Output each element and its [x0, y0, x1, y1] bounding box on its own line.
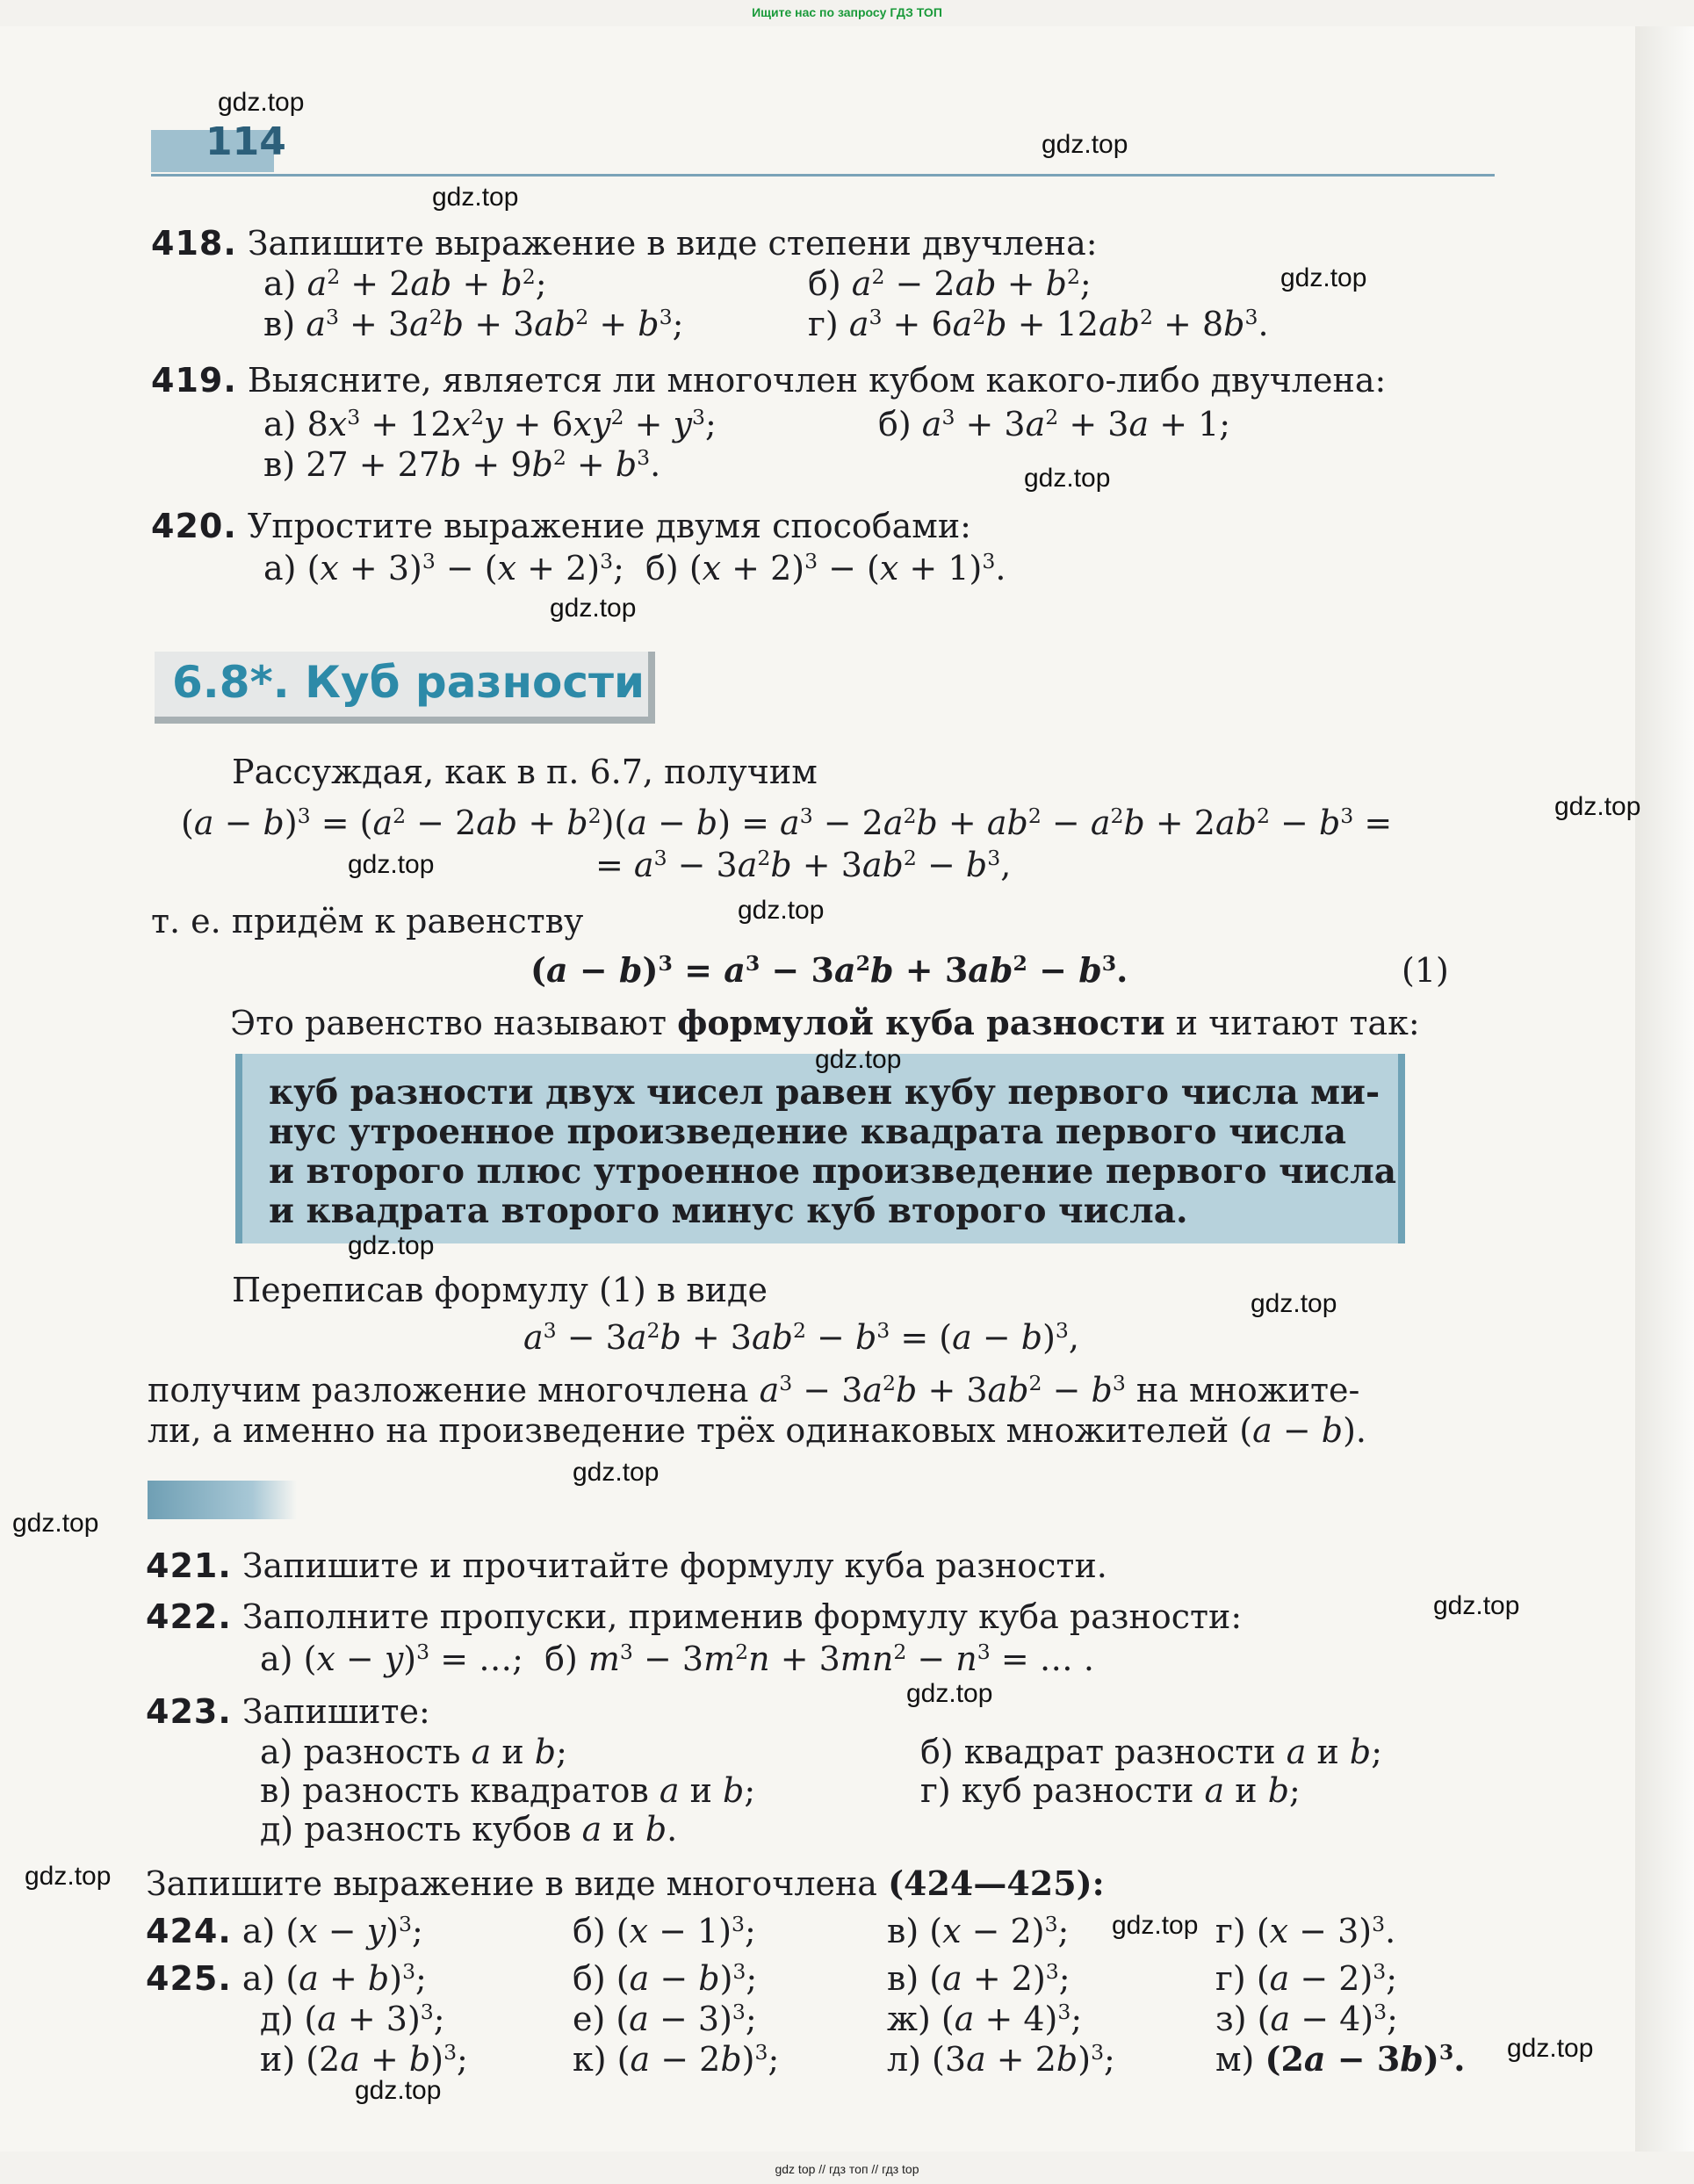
exercise-421 [146, 1546, 1107, 1586]
exercise-422 [146, 1597, 1242, 1637]
text: и читают так: [1175, 1004, 1420, 1042]
paragraph-4: Переписав формулу (1) в виде [232, 1271, 768, 1309]
exercise-425-v: в) $(a + 2)^3$; [887, 1959, 1070, 1998]
paragraph-5: получим разложение многочлена $a^3 - 3a^2b + 3ab^2 - b^3$ на множите- [148, 1371, 1360, 1409]
exercise-number: 424. [146, 1912, 232, 1950]
range: (424—425): [888, 1863, 1105, 1903]
watermark: gdz.top [815, 1045, 902, 1074]
text: и [1235, 1771, 1258, 1810]
equation-label: (1) [1402, 951, 1449, 990]
watermark: gdz.top [906, 1679, 993, 1708]
item-label: ж) [887, 2000, 931, 2038]
exercise-text: Запишите выражение в виде степени двучлена: [247, 224, 1098, 263]
exercise-419-a: а) $8x^3 + 12x^2y + 6xy^2 + y^3$; [263, 405, 717, 443]
exercise-number: 418. [151, 224, 237, 263]
exercise-text: Упростите выражение двумя способами: [247, 507, 971, 545]
item-label: м) [1215, 2040, 1255, 2079]
item-label: а) [241, 1959, 276, 1998]
item-label: б) [573, 1959, 606, 1998]
item-label: б) [544, 1640, 578, 1678]
text: на множите- [1135, 1371, 1360, 1409]
page-edge [1635, 26, 1694, 2152]
exercise-425-b: б) $(a - b)^3$; [573, 1959, 758, 1998]
exercise-424-v: в) $(x - 2)^3$; [887, 1912, 1070, 1950]
exercise-418-g: г) $a^3 + 6a^2b + 12ab^2 + 8b^3$. [808, 305, 1269, 343]
exercise-419-v: в) $27 + 27b + 9b^2 + b^3$. [263, 445, 661, 484]
cube-difference-formula: $(a - b)^3 = a^3 - 3a^2b + 3ab^2 - b^3$. [530, 950, 1128, 990]
exercise-number: 421. [146, 1546, 232, 1585]
exercise-423 [146, 1691, 430, 1732]
paragraph-3 [230, 1003, 1420, 1043]
exercise-419-b: б) $a^3 + 3a^2 + 3a + 1$; [878, 405, 1231, 443]
exercise-423-d: д) разность кубов a и b. [260, 1810, 678, 1849]
paragraph-2: т. е. придём к равенству [151, 902, 584, 941]
item-label: и) [260, 2040, 296, 2079]
watermark: gdz.top [12, 1509, 99, 1538]
watermark: gdz.top [738, 896, 825, 925]
watermark: gdz.top [1433, 1591, 1520, 1620]
text: и [1316, 1733, 1339, 1771]
exercise-425-i: и) $(2a + b)^3$; [260, 2040, 468, 2079]
text: а) разность [260, 1733, 461, 1771]
exercises-marker-bar [148, 1481, 297, 1519]
item-label: е) [573, 2000, 606, 2038]
item-label: а) [263, 264, 297, 303]
item-label: а) [263, 549, 297, 587]
paragraph-6: ли, а именно на произведение трёх одинаковых множителей (a − b). [148, 1411, 1366, 1450]
exercise-423-b: б) квадрат разности a и b; [920, 1733, 1383, 1771]
watermark: gdz.top [25, 1862, 112, 1891]
exercise-425-e: е) $(a - 3)^3$; [573, 2000, 757, 2038]
exercise-text: Заполните пропуски, применив формулу куба разности: [241, 1597, 1243, 1636]
formula-derivation-line-1: $(a - b)^3 = (a^2 - 2ab + b^2)(a - b) = a^3 - 2a^2b + ab^2 - a^2b + 2ab^2 - b^3$ = [181, 804, 1393, 842]
text: и [689, 1771, 712, 1810]
page-number: 114 [205, 119, 286, 164]
item-label: а) [241, 1912, 276, 1950]
item-label: а) [260, 1640, 293, 1678]
task-range-heading [146, 1863, 1105, 1904]
watermark: gdz.top [1251, 1289, 1337, 1318]
exercise-number: 423. [146, 1692, 232, 1731]
watermark: gdz.top [1280, 263, 1367, 292]
item-label: г) [1215, 1912, 1246, 1950]
exercise-423-g: г) куб разности a и b; [920, 1771, 1301, 1810]
exercise-424-b: б) $(x - 1)^3$; [573, 1912, 756, 1950]
exercise-number: 422. [146, 1597, 232, 1636]
exercise-text: Выясните, является ли многочлен кубом какого-либо двучлена: [247, 361, 1387, 400]
item-label: г) [808, 305, 839, 343]
exercise-418-b: б) $a^2 - 2ab + b^2$; [808, 264, 1092, 303]
formula-derivation-line-2: = $a^3 - 3a^2b + 3ab^2 - b^3$, [595, 846, 1012, 884]
exercise-424-g: г) $(x - 3)^3$. [1215, 1912, 1396, 1950]
rewritten-formula: $a^3 - 3a^2b + 3ab^2 - b^3 = (a - b)^3$, [523, 1318, 1079, 1357]
exercise-425-l: л) $(3a + 2b)^3$; [887, 2040, 1115, 2079]
top-banner-watermark: Ищите нас по запросу ГДЗ ТОП [752, 5, 942, 19]
text: ли, а именно на произведение трёх одинаковых множителей [148, 1411, 1229, 1450]
watermark: gdz.top [1024, 464, 1111, 493]
item-label: а) [263, 405, 297, 443]
definition-line: и квадрата второго минус куб второго числа. [269, 1191, 1188, 1231]
text: Это равенство называют [230, 1004, 667, 1042]
watermark: gdz.top [348, 1231, 435, 1260]
item-label: д) [260, 2000, 294, 2038]
exercise-425-m: м) $(2a - 3b)^3$. [1215, 2039, 1466, 2079]
item-label: к) [573, 2040, 607, 2079]
watermark: gdz.top [573, 1458, 660, 1487]
text: б) квадрат разности [920, 1733, 1276, 1771]
item-label: з) [1215, 2000, 1247, 2038]
text: г) куб разности [920, 1771, 1194, 1810]
exercise-418-a: а) $a^2 + 2ab + b^2$; [263, 264, 547, 303]
item-label: в) [263, 445, 296, 484]
item-label: б) [645, 549, 679, 587]
watermark: gdz.top [1112, 1911, 1199, 1940]
exercise-number: 425. [146, 1959, 232, 1998]
item-label: б) [808, 264, 841, 303]
exercise-425-row-1: 425. а) $(a + b)^3$; [146, 1959, 427, 1998]
exercise-420-items: а) $(x + 3)^3 - (x + 2)^3$; б) $(x + 2)^3 - (x + 1)^3$. [263, 549, 1006, 587]
header-rule [151, 174, 1495, 177]
exercise-number: 419. [151, 361, 237, 400]
exercise-418-v: в) $a^3 + 3a^2b + 3ab^2 + b^3$; [263, 305, 684, 343]
paragraph-1: Рассуждая, как в п. 6.7, получим [232, 753, 818, 791]
bottom-banner-watermark: gdz top // гдз топ // гдз top [775, 2162, 919, 2176]
term-bold: формулой куба разности [677, 1003, 1165, 1042]
item-label: б) [878, 405, 912, 443]
item-label: в) [887, 1959, 919, 1998]
item-label: г) [1215, 1959, 1246, 1998]
item-label: л) [887, 2040, 921, 2079]
watermark: gdz.top [1507, 2034, 1594, 2063]
item-label: в) [887, 1912, 919, 1950]
exercise-number: 420. [151, 507, 237, 545]
exercise-425-g: г) $(a - 2)^3$; [1215, 1959, 1398, 1998]
watermark: gdz.top [348, 850, 435, 879]
text: получим разложение многочлена [148, 1371, 749, 1409]
exercise-418 [151, 223, 1098, 263]
exercise-425-d: д) $(a + 3)^3$; [260, 2000, 445, 2038]
watermark: gdz.top [1042, 130, 1128, 159]
watermark: gdz.top [550, 594, 637, 623]
exercise-text: Запишите и прочитайте формулу куба разности. [241, 1546, 1107, 1585]
exercise-425-zh: ж) $(a + 4)^3$; [887, 2000, 1083, 2038]
definition-line: и второго плюс утроенное произведение первого числа [269, 1151, 1397, 1192]
text: в) разность квадратов [260, 1771, 649, 1810]
exercise-420 [151, 506, 971, 546]
exercise-425-z: з) $(a - 4)^3$; [1215, 2000, 1398, 2038]
definition-line: нус утроенное произведение квадрата первого числа [269, 1112, 1347, 1152]
watermark: gdz.top [432, 183, 519, 212]
exercise-425-k: к) $(a - 2b)^3$; [573, 2040, 780, 2079]
exercise-text: Запишите: [241, 1692, 430, 1731]
item-label: б) [573, 1912, 606, 1950]
exercise-423-v: в) разность квадратов a и b; [260, 1771, 756, 1810]
text: Запишите выражение в виде многочлена [146, 1864, 877, 1903]
exercise-419 [151, 360, 1386, 400]
text: и [501, 1733, 524, 1771]
definition-line: куб разности двух чисел равен кубу первого числа ми- [269, 1072, 1380, 1113]
text: д) разность кубов [260, 1810, 572, 1849]
watermark: gdz.top [355, 2076, 442, 2105]
section-title: 6.8*. Куб разности [172, 657, 645, 708]
watermark: gdz.top [1554, 792, 1641, 821]
exercise-424: 424. а) $(x - y)^3$; [146, 1912, 423, 1950]
text: и [612, 1810, 635, 1849]
item-label: в) [263, 305, 296, 343]
watermark: gdz.top [218, 88, 305, 117]
exercise-422-items: а) $(x - y)^3$ = …; б) $m^3 - 3m^2n + 3mn^2 - n^3$ = … . [260, 1640, 1094, 1678]
exercise-423-a: а) разность a и b; [260, 1733, 567, 1771]
